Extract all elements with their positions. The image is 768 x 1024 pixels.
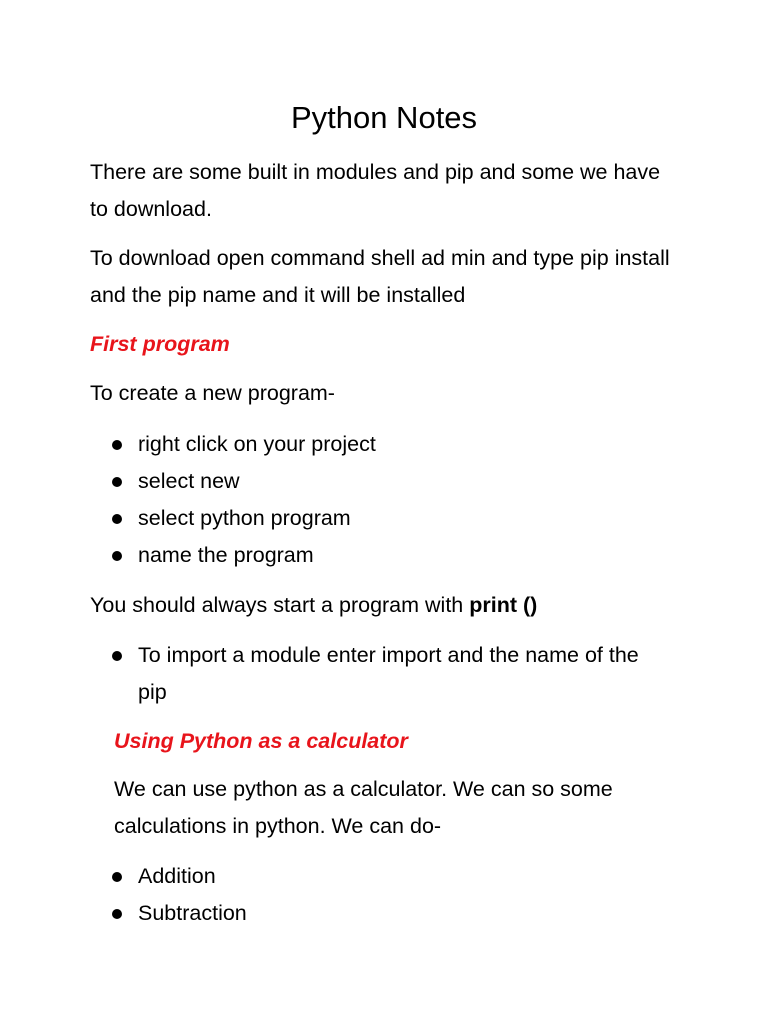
list-item: name the program (112, 537, 672, 574)
bullet-icon (112, 440, 122, 450)
section-heading-first-program: First program (90, 332, 230, 356)
bullet-icon (112, 909, 122, 919)
bullet-icon (112, 477, 122, 487)
print-code: print () (469, 593, 538, 617)
bullet-icon (112, 514, 122, 524)
list-item: select new (112, 463, 672, 500)
list-item: To import a module enter import and the name of the pip (112, 637, 657, 711)
operations-list (112, 858, 652, 932)
intro-paragraph-modules: There are some built in modules and pip and some we have to download. (90, 160, 661, 221)
list-item: right click on your project (112, 426, 672, 463)
import-bullet-list (112, 637, 657, 711)
section-heading-calculator: Using Python as a calculator (114, 729, 408, 753)
intro-paragraph-download: To download open command shell ad min and type pip install and the pip name and it will be installed (90, 246, 670, 307)
calculator-paragraph: We can use python as a calculator. We can so some calculations in python. We can do- (114, 777, 613, 838)
bullet-icon (112, 872, 122, 882)
bullet-icon (112, 551, 122, 561)
create-program-steps (112, 426, 672, 574)
list-item: Subtraction (112, 895, 652, 932)
page-title: Python Notes (290, 100, 478, 135)
list-item: Addition (112, 858, 652, 895)
list-item: select python program (112, 500, 672, 537)
create-program-lead: To create a new program- (90, 381, 335, 405)
bullet-icon (112, 651, 122, 661)
print-sentence: You should always start a program with print () (90, 593, 538, 617)
